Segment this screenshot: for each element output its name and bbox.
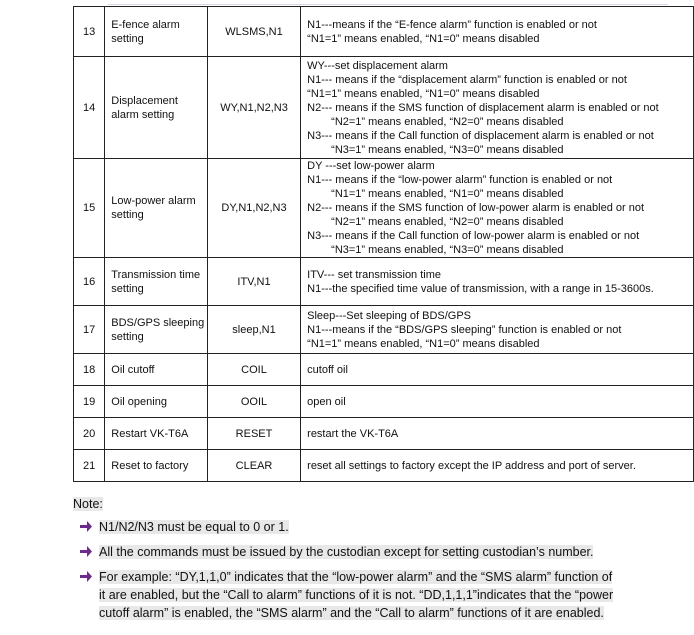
command-code: WY,N1,N2,N3 — [207, 57, 300, 159]
function-name-line: BDS/GPS sleeping — [111, 316, 205, 329]
function-name-line: Transmission time — [111, 268, 201, 281]
description-line: WY---set displacement alarm — [307, 59, 448, 72]
command-description — [301, 159, 694, 258]
function-name — [105, 57, 208, 159]
description-line: open oil — [307, 395, 346, 408]
command-code: CLEAR — [207, 450, 300, 482]
command-description — [301, 7, 694, 57]
description-line: “N2=1” means enabled, “N2=0” means disabled — [331, 216, 564, 228]
row-number: 16 — [74, 258, 105, 306]
note-line: N1/N2/N3 must be equal to 0 or 1. — [99, 520, 289, 534]
description-line: N1--- means if the “low-power alarm” function is enabled or not — [307, 174, 613, 186]
function-name-line: setting — [111, 32, 144, 45]
note-text — [99, 518, 289, 536]
function-name-line: Oil opening — [111, 395, 167, 408]
function-name-line: setting — [111, 209, 144, 221]
note-line: All the commands must be issued by the custodian except for setting custodian’s number. — [99, 545, 594, 559]
page-top-rule — [108, 4, 668, 5]
table-row — [74, 450, 694, 482]
right-arrow-icon — [79, 570, 93, 583]
note-title-text: Note: — [73, 497, 103, 511]
row-number: 17 — [74, 306, 105, 354]
command-description — [301, 354, 694, 386]
function-name-line: alarm setting — [111, 108, 175, 121]
description-line: Sleep---Set sleeping of BDS/GPS — [307, 309, 472, 322]
function-name-line: Reset to factory — [111, 459, 189, 472]
function-name-line: Oil cutoff — [111, 363, 155, 376]
description-line: N2--- means if the SMS function of low-power alarm is enabled or not — [307, 202, 645, 214]
description-line: “N1=1” means enabled, “N1=0” means disabled — [307, 87, 540, 100]
command-description — [301, 306, 694, 354]
description-line: N1---means if the “BDS/GPS sleeping” function is enabled or not — [307, 323, 622, 336]
description-line: “N3=1” means enabled, “N3=0” means disabled — [331, 143, 564, 156]
row-number: 21 — [74, 450, 105, 482]
function-name-line: setting — [111, 330, 144, 343]
function-name-line: Low-power alarm — [111, 195, 196, 207]
row-number: 18 — [74, 354, 105, 386]
description-line: N2--- means if the SMS function of displacement alarm is enabled or not — [307, 101, 659, 114]
function-name-line: setting — [111, 282, 144, 295]
description-line: “N1=1” means enabled, “N1=0” means disabled — [307, 32, 540, 45]
function-name — [105, 418, 208, 450]
table-row — [74, 354, 694, 386]
description-line: reset all settings to factory except the IP address and port of server. — [307, 459, 636, 472]
command-code: DY,N1,N2,N3 — [207, 159, 300, 258]
command-table — [73, 6, 694, 482]
table-row — [74, 159, 694, 258]
note-line: For example: “DY,1,1,0” indicates that the “low-power alarm” and the “SMS alarm” function of — [99, 570, 613, 584]
function-name — [105, 159, 208, 258]
table-row — [74, 418, 694, 450]
note-text — [99, 543, 593, 561]
description-line: “N1=1” means enabled, “N1=0” means disabled — [331, 188, 564, 200]
function-name-line: Restart VK-T6A — [111, 427, 189, 440]
command-description — [301, 258, 694, 306]
function-name — [105, 386, 208, 418]
command-description — [301, 386, 694, 418]
description-line: N3--- means if the Call function of low-power alarm is enabled or not — [307, 230, 640, 242]
row-number: 20 — [74, 418, 105, 450]
function-name-line: Displacement — [111, 94, 178, 107]
command-description — [301, 418, 694, 450]
function-name — [105, 354, 208, 386]
table-row — [74, 386, 694, 418]
row-number: 14 — [74, 57, 105, 159]
function-name — [105, 7, 208, 57]
command-code: ITV,N1 — [207, 258, 300, 306]
right-arrow-icon — [79, 545, 93, 558]
description-line: ITV--- set transmission time — [307, 268, 442, 281]
command-description — [301, 450, 694, 482]
command-code: WLSMS,N1 — [207, 7, 300, 57]
description-line: N1--- means if the “displacement alarm” function is enabled or not — [307, 73, 627, 86]
command-code: sleep,N1 — [207, 306, 300, 354]
note-text — [99, 568, 613, 622]
table-row — [74, 258, 694, 306]
function-name — [105, 306, 208, 354]
table-row — [74, 57, 694, 159]
description-line: cutoff oil — [307, 363, 348, 376]
description-line: N3--- means if the Call function of displacement alarm is enabled or not — [307, 129, 654, 142]
row-number: 19 — [74, 386, 105, 418]
description-line: N1---the specified time value of transmission, with a range in 15-3600s. — [307, 282, 654, 295]
function-name — [105, 450, 208, 482]
command-code: RESET — [207, 418, 300, 450]
description-line: “N3=1” means enabled, “N3=0” means disabled — [331, 244, 564, 256]
command-code: COIL — [207, 354, 300, 386]
function-name-line: E-fence alarm — [111, 18, 180, 31]
description-line: DY ---set low-power alarm — [307, 160, 435, 172]
description-line: restart the VK-T6A — [307, 427, 399, 440]
table-row — [74, 306, 694, 354]
note-line: cutoff alarm” is enabled, the “SMS alarm” and the “Call to alarm” functions of it are enabled. — [99, 606, 604, 620]
description-line: “N2=1” means enabled, “N2=0” means disabled — [331, 115, 564, 128]
right-arrow-icon — [79, 520, 93, 533]
description-line: N1---means if the “E-fence alarm” function is enabled or not — [307, 18, 597, 31]
note-title — [73, 495, 633, 513]
row-number: 15 — [74, 159, 105, 258]
command-description — [301, 57, 694, 159]
command-code: OOIL — [207, 386, 300, 418]
note-line: it are enabled, but the “Call to alarm” functions of it is not. “DD,1,1,1”indicates that the “power — [99, 588, 614, 602]
row-number: 13 — [74, 7, 105, 57]
description-line: “N1=1” means enabled, “N1=0” means disabled — [307, 337, 540, 350]
function-name — [105, 258, 208, 306]
table-row — [74, 7, 694, 57]
